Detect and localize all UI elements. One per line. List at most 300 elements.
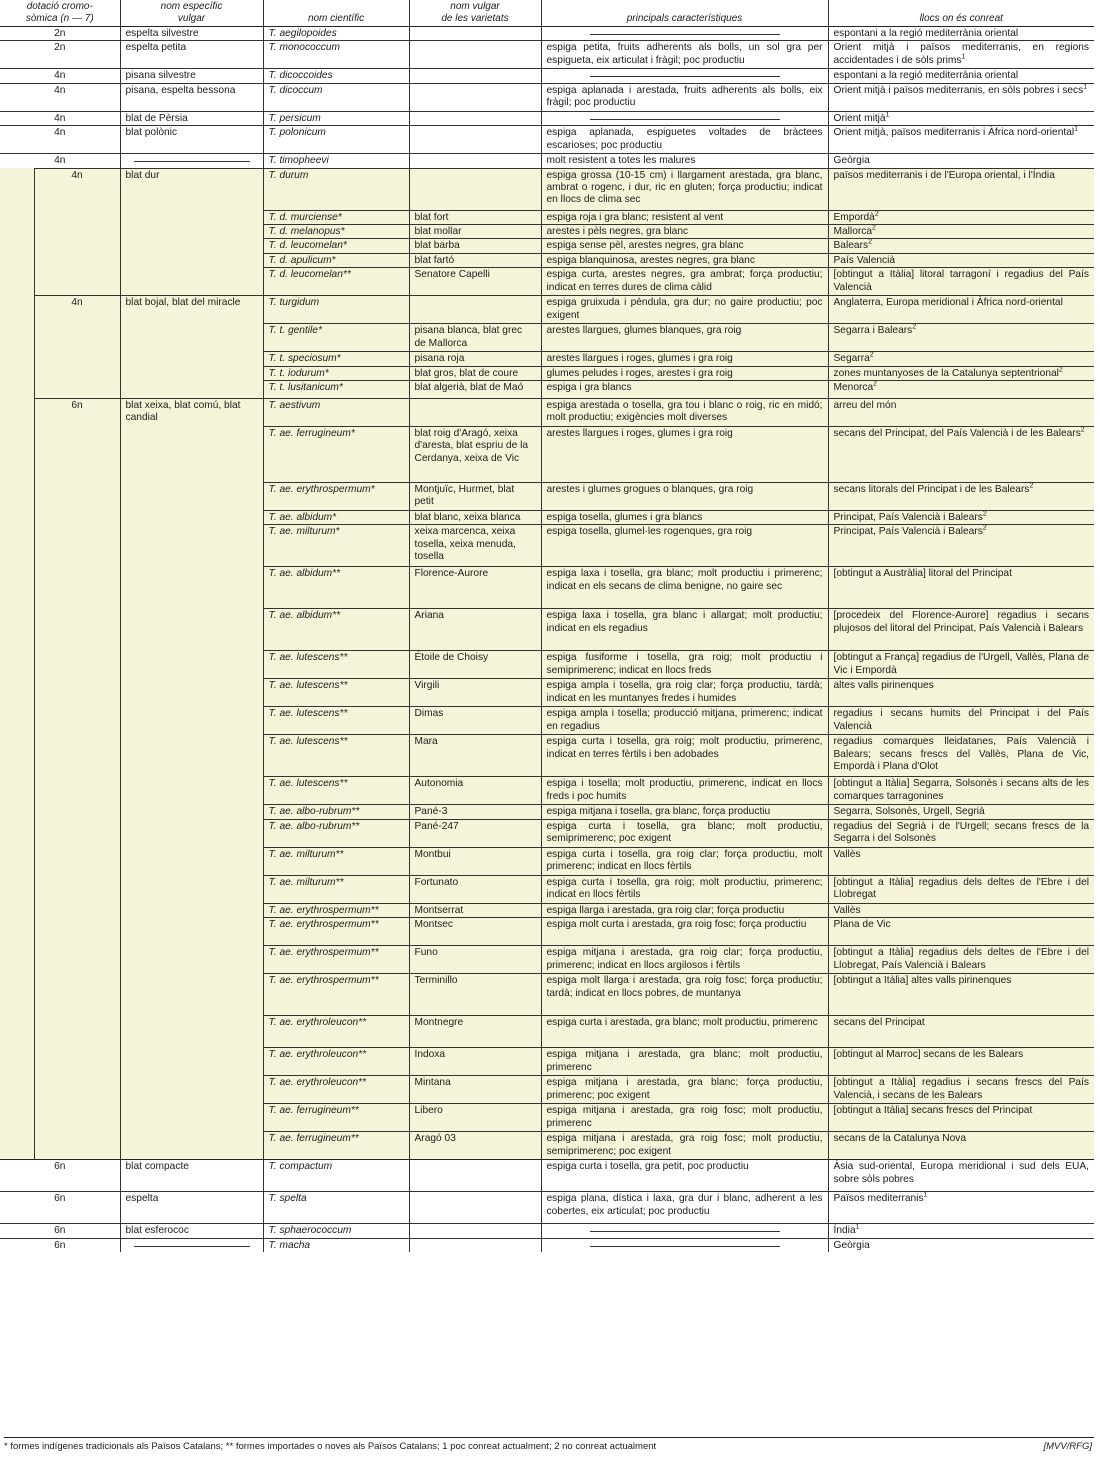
characteristics: espiga mitjana i arestada, gra roig clar; força productiu, primerenc; indicat en llocs argilosos i fèrtils [541,946,828,974]
characteristics: espiga molt curta i arestada, gra roig fosc; força productiu [541,918,828,946]
characteristics: espiga gruixuda i pèndula, gra dur; no gaire productiu; poc exigent [541,296,828,324]
common-name [120,253,263,267]
table-row [0,427,1094,483]
common-name [120,805,263,819]
common-name [120,1048,263,1076]
cultivation-places: Anglaterra, Europa meridional i Àfrica nord-oriental [828,296,1094,324]
characteristics: espiga curta i tosella, gra roig; molt productiu, primerenc, indicat en terres fèrtils i ben adobades [541,735,828,777]
variety-name: Senatore Capelli [409,268,541,296]
characteristics: espiga curta i tosella, gra blanc; molt productiu, semiprimerenc; poc exigent [541,819,828,847]
characteristics: espiga tosella, glumes i gra blancs [541,511,828,525]
common-name [120,483,263,511]
chromosome-count: 2n [0,41,120,69]
cultivation-places: Principat, País Valencià i Balears$^2$ [828,511,1094,525]
variety-name: Florence-Aurore [409,567,541,609]
chromosome-count [34,707,120,735]
chromosome-count [34,366,120,380]
scientific-name: T. ae. ferrugineum** [263,1104,409,1132]
table-row [0,83,1094,111]
variety-name: blat roig d'Aragó, xeixa d'aresta, blat espriu de la Cerdanya, xeixa de Vic [409,427,541,483]
chromosome-count [34,679,120,707]
table-row [0,210,1094,224]
scientific-name: T. ae. erythroleucon** [263,1048,409,1076]
variety-name: Libero [409,1104,541,1132]
header-nom-especific: nom específic vulgar [120,0,263,27]
chromosome-count [34,819,120,847]
characteristics: espiga mitjana i arestada, gra blanc; força productiu, primerenc; poc exigent [541,1076,828,1104]
scientific-name: T. d. leucomelan** [263,268,409,296]
variety-name: Montbui [409,847,541,875]
common-name [120,366,263,380]
table-body [0,27,1094,1253]
scientific-name: T. spelta [263,1192,409,1224]
scientific-name: T. d. murciense* [263,210,409,224]
characteristics: espiga llarga i arestada, gra roig clar; força productiu [541,903,828,917]
table-row [0,567,1094,609]
characteristics [541,111,828,125]
variety-name: Aragó 03 [409,1132,541,1160]
scientific-name: T. ae. albo-rubrum** [263,805,409,819]
chromosome-count [34,567,120,609]
cultivation-places: Índia$^1$ [828,1224,1094,1238]
variety-name: Étoile de Choisy [409,651,541,679]
footnote-marker: 2 [982,510,987,518]
cultivation-places: secans litorals del Principat i de les Balears$^2$ [828,483,1094,511]
common-name [120,819,263,847]
chromosome-count [34,324,120,352]
dash-line [590,76,780,77]
footnote-marker: 2 [1029,482,1034,490]
variety-name: blat blanc, xeixa blanca [409,511,541,525]
characteristics: glumes peludes i roges, arestes i gra roig [541,366,828,380]
common-name [120,679,263,707]
table-header-row [0,0,1094,27]
credit: [MVV/RFG] [1043,1441,1092,1452]
variety-name: Autonomia [409,777,541,805]
header-dotacio: dotació cromo- sòmica (n — 7) [0,0,120,27]
characteristics: molt resistent a totes les malures [541,154,828,168]
scientific-name: T. ae. albo-rubrum** [263,819,409,847]
table-row [0,974,1094,1016]
variety-name [409,1238,541,1252]
scientific-name: T. ae. erythrospermum** [263,903,409,917]
characteristics: espiga petita, fruits adherents als bolls, un sol gra per espigueta, eix articulat i fràgil; poc productiu [541,41,828,69]
table-row [0,1016,1094,1048]
common-name [120,777,263,805]
scientific-name: T. dicoccum [263,83,409,111]
common-name [120,1016,263,1048]
table-row [0,154,1094,168]
chromosome-count: 4n [0,126,120,154]
variety-name: Terminillo [409,974,541,1016]
table-row [0,735,1094,777]
scientific-name: T. t. speciosum* [263,352,409,366]
cultivation-places: Plana de Vic [828,918,1094,946]
common-name [120,651,263,679]
scientific-name: T. ae. erythrospermum** [263,918,409,946]
variety-name: Montjuïc, Hurmet, blat petit [409,483,541,511]
table-row [0,483,1094,511]
chromosome-count [34,974,120,1016]
cultivation-places: [obtingut a Itàlia] secans frescs del Principat [828,1104,1094,1132]
common-name: blat esferococ [120,1224,263,1238]
footnote-marker: 2 [872,224,876,232]
characteristics: espiga mitjana i tosella, gra blanc, força productiu [541,805,828,819]
footnote-marker: 2 [912,323,917,331]
characteristics: espiga mitjana i arestada, gra blanc; molt productiu, primerenc [541,1048,828,1076]
common-name: blat de Pèrsia [120,111,263,125]
characteristics: espiga curta, arestes negres, gra ambrat; força productiu; indicat en terres dures de clima càlid [541,268,828,296]
variety-name [409,69,541,83]
variety-name: Montserrat [409,903,541,917]
scientific-name: T. ae. ferrugineum** [263,1132,409,1160]
cultivation-places: espontani a la regió mediterrània oriental [828,27,1094,41]
variety-name: Ariana [409,609,541,651]
variety-name [409,83,541,111]
characteristics [541,69,828,83]
cultivation-places: altes valls pirinenques [828,679,1094,707]
common-name: blat polònic [120,126,263,154]
footnote-marker: 2 [1058,366,1063,374]
common-name [120,903,263,917]
variety-name: Fortunato [409,875,541,903]
dash-line [134,161,250,162]
cultivation-places: secans del Principat, del País Valencià i de les Balears$^2$ [828,427,1094,483]
cultivation-places: regadius i secans humits del Principat i del País Valencià [828,707,1094,735]
header-nom-cientific: nom científic [263,0,409,27]
common-name [120,946,263,974]
scientific-name: T. ae. milturum** [263,875,409,903]
characteristics: espiga aplanada i arestada, fruits adherents als bolls, eix fràgil; poc productiu [541,83,828,111]
chromosome-count: 4n [34,296,120,324]
footnote-marker: 2 [874,210,879,218]
scientific-name: T. monococcum [263,41,409,69]
chromosome-count: 4n [34,168,120,210]
chromosome-count: 4n [0,69,120,83]
footnote-text: * formes indígenes tradicionals als Països Catalans; ** formes importades o noves als Països Catalans; 1 poc conreat actualment; 2 no conreat actualment [4,1441,657,1452]
header-nom-vulgar-varietats: nom vulgar de les varietats [409,0,541,27]
chromosome-count: 6n [0,1160,120,1192]
chromosome-count [34,805,120,819]
characteristics: espiga blanquinosa, arestes negres, gra blanc [541,253,828,267]
cultivation-places: secans de la Catalunya Nova [828,1132,1094,1160]
scientific-name: T. ae. erythroleucon** [263,1076,409,1104]
chromosome-count: 4n [0,111,120,125]
chromosome-count [34,777,120,805]
characteristics: espiga curta i tosella, gra roig; molt productiu, primerenc; indicat en llocs fèrtils [541,875,828,903]
common-name: espelta silvestre [120,27,263,41]
variety-name: pisana roja [409,352,541,366]
common-name: blat dur [120,168,263,210]
cultivation-places: Geòrgia [828,154,1094,168]
common-name [120,974,263,1016]
table-row [0,875,1094,903]
scientific-name: T. ae. lutescens** [263,651,409,679]
variety-name: blat barba [409,239,541,253]
variety-name [409,296,541,324]
variety-name [409,154,541,168]
characteristics: arestes llargues i roges, glumes i gra roig [541,427,828,483]
scientific-name: T. dicoccoides [263,69,409,83]
cultivation-places: [obtingut a Itàlia] regadius dels deltes de l'Ebre i del Llobregat, País Valencià i Balears [828,946,1094,974]
variety-name: Dimas [409,707,541,735]
footnote-marker: 2 [869,351,874,359]
scientific-name: T. aegilopoides [263,27,409,41]
table-row [0,399,1094,427]
scientific-name: T. ae. ferrugineum* [263,427,409,483]
table-row [0,352,1094,366]
chromosome-count [34,427,120,483]
scientific-name: T. d. melanopus* [263,225,409,239]
cultivation-places: Vallès [828,847,1094,875]
characteristics: arestes llargues, glumes blanques, gra roig [541,324,828,352]
characteristics: espiga sense pèl, arestes negres, gra blanc [541,239,828,253]
variety-name [409,1160,541,1192]
chromosome-count: 6n [0,1224,120,1238]
footnote-marker: 1 [961,53,966,61]
scientific-name: T. ae. erythrospermum** [263,974,409,1016]
common-name: espelta petita [120,41,263,69]
scientific-name: T. macha [263,1238,409,1252]
chromosome-count [34,918,120,946]
common-name: pisana, espelta bessona [120,83,263,111]
scientific-name: T. sphaerococcum [263,1224,409,1238]
common-name [120,352,263,366]
scientific-name: T. ae. lutescens** [263,735,409,777]
cultivation-places: Orient mitjà, països mediterranis i Àfrica nord-oriental$^1$ [828,126,1094,154]
table-row [0,946,1094,974]
footnote-marker: 1 [1083,83,1088,91]
characteristics: espiga curta i tosella, gra petit, poc productiu [541,1160,828,1192]
scientific-name: T. d. leucomelan* [263,239,409,253]
chromosome-count [34,1132,120,1160]
characteristics: espiga ampla i tosella, gra roig clar; força productiu, tardà; indicat en les muntanyes fredes i humides [541,679,828,707]
dash-line [590,1246,780,1247]
variety-name: Montsec [409,918,541,946]
table-row [0,1238,1094,1252]
cultivation-places: [obtingut a Itàlia] litoral tarragoní i regadius del País Valencià [828,268,1094,296]
common-name [120,381,263,399]
chromosome-count: 4n [0,83,120,111]
variety-name [409,168,541,210]
common-name [120,239,263,253]
variety-name [409,126,541,154]
table-row [0,126,1094,154]
common-name: blat xeixa, blat comú, blat candial [120,399,263,427]
table-row [0,296,1094,324]
scientific-name: T. ae. albidum** [263,567,409,609]
variety-name: xeixa marcenca, xeixa tosella, xeixa menuda, tosella [409,525,541,567]
cultivation-places: Àsia sud-oriental, Europa meridional i sud dels EUA, sobre sòls pobres [828,1160,1094,1192]
table-row [0,609,1094,651]
chromosome-count [34,847,120,875]
scientific-name: T. persicum [263,111,409,125]
chromosome-count [34,609,120,651]
chromosome-count: 6n [34,399,120,427]
sidebar-cell [0,168,34,1160]
table-row [0,819,1094,847]
table-row [0,679,1094,707]
characteristics: arestes i glumes grogues o blanques, gra roig [541,483,828,511]
cultivation-places: Segarra$^2$ [828,352,1094,366]
chromosome-count [34,875,120,903]
scientific-name: T. ae. albidum** [263,609,409,651]
variety-name [409,27,541,41]
scientific-name: T. ae. erythrospermum* [263,483,409,511]
table-row [0,1224,1094,1238]
characteristics: espiga curta i tosella, gra roig clar; força productiu, molt primerenc; indicat en llocs fèrtils [541,847,828,875]
scientific-name: T. t. iodurum* [263,366,409,380]
cultivation-places: Balears$^2$ [828,239,1094,253]
scientific-name: T. ae. lutescens** [263,707,409,735]
table-row [0,27,1094,41]
cultivation-places: Orient mitjà i països mediterranis, en sòls pobres i secs$^1$ [828,83,1094,111]
characteristics: espiga i gra blancs [541,381,828,399]
characteristics: espiga arestada o tosella, gra tou i blanc o roig, ric en midó; molt productiu; exigències molt diverses [541,399,828,427]
characteristics: espiga curta i arestada, gra blanc; molt productiu, primerenc [541,1016,828,1048]
common-name [120,1104,263,1132]
chromosome-count [34,483,120,511]
chromosome-count [34,239,120,253]
characteristics: espiga mitjana i arestada, gra roig fosc; molt productiu, primerenc [541,1104,828,1132]
common-name: pisana silvestre [120,69,263,83]
chromosome-count [34,225,120,239]
chromosome-count [34,381,120,399]
cultivation-places: [procedeix del Florence-Aurore] regadius i secans plujosos del litoral del Principat, País Valencià i Balears [828,609,1094,651]
cultivation-places: Orient mitjà$^1$ [828,111,1094,125]
table-row [0,903,1094,917]
common-name: blat bojal, blat del miracle [120,296,263,324]
variety-name: blat algerià, blat de Maó [409,381,541,399]
table-row [0,268,1094,296]
table-row [0,239,1094,253]
cultivation-places: País Valencià [828,253,1094,267]
common-name [120,1076,263,1104]
cultivation-places: Orient mitjà i països mediterranis, en regions accidentades i de sòls prims$^1$ [828,41,1094,69]
variety-name [409,399,541,427]
dash-line [590,1231,780,1232]
cultivation-places: Empordà$^2$ [828,210,1094,224]
common-name [120,918,263,946]
scientific-name: T. durum [263,168,409,210]
table-row [0,525,1094,567]
characteristics: espiga ampla i tosella; producció mitjana, primerenc; indicat en regadius [541,707,828,735]
chromosome-count: 6n [0,1238,120,1252]
variety-name [409,111,541,125]
common-name: blat compacte [120,1160,263,1192]
cultivation-places: espontani a la regió mediterrània oriental [828,69,1094,83]
scientific-name: T. t. lusitanicum* [263,381,409,399]
common-name [120,1132,263,1160]
common-name [120,1238,263,1252]
scientific-name: T. aestivum [263,399,409,427]
scientific-name: T. ae. lutescens** [263,679,409,707]
chromosome-count [34,735,120,777]
characteristics: arestes llargues i roges, glumes i gra roig [541,352,828,366]
characteristics: espiga tosella, glumel·les rogenques, gra roig [541,525,828,567]
characteristics: espiga i tosella; molt productiu, primerenc, indicat en llocs freds i poc humits [541,777,828,805]
scientific-name: T. t. gentile* [263,324,409,352]
common-name [120,427,263,483]
table-row [0,847,1094,875]
scientific-name: T. ae. erythroleucon** [263,1016,409,1048]
chromosome-count [34,511,120,525]
variety-name: Mara [409,735,541,777]
scientific-name: T. compactum [263,1160,409,1192]
footnote-marker: 1 [885,111,890,119]
characteristics: espiga molt llarga i arestada, gra roig fosc; força productiu; tardà; indicat en llocs pobres, de muntanya [541,974,828,1016]
dash-line [590,119,780,120]
cultivation-places: Segarra, Solsonès, Urgell, Segrià [828,805,1094,819]
table-row [0,1192,1094,1224]
scientific-name: T. turgidum [263,296,409,324]
cultivation-places: Segarra i Balears$^2$ [828,324,1094,352]
variety-name: Indoxa [409,1048,541,1076]
table-row [0,1104,1094,1132]
cultivation-places: [obtingut a Austràlia] litoral del Principat [828,567,1094,609]
cultivation-places: zones muntanyoses de la Catalunya septentrional$^2$ [828,366,1094,380]
variety-name: Pané-247 [409,819,541,847]
common-name [120,268,263,296]
common-name [120,847,263,875]
variety-name: Virgili [409,679,541,707]
variety-name: blat gros, blat de coure [409,366,541,380]
table-row [0,511,1094,525]
cultivation-places: secans del Principat [828,1016,1094,1048]
common-name [120,735,263,777]
footnote-marker: 1 [1074,125,1079,133]
chromosome-count [34,1076,120,1104]
characteristics [541,27,828,41]
cultivation-places: [obtingut a França] regadius de l'Urgell, Vallès, Plana de Vic i Empordà [828,651,1094,679]
chromosome-count [34,1016,120,1048]
cultivation-places: [obtingut a Itàlia] Segarra, Solsonès i secans alts de les comarques tarragonines [828,777,1094,805]
scientific-name: T. ae. milturum* [263,525,409,567]
table-row [0,1160,1094,1192]
scientific-name: T. ae. lutescens** [263,777,409,805]
scientific-name: T. timopheevi [263,154,409,168]
cultivation-places: Geòrgia [828,1238,1094,1252]
cultivation-places: [obtingut al Marroc] secans de les Balears [828,1048,1094,1076]
characteristics: espiga fusiforme i tosella, gra roig; molt productiu i semiprimerenc; indicat en llocs freds [541,651,828,679]
table-row [0,918,1094,946]
table-row [0,69,1094,83]
characteristics: espiga mitjana i arestada, gra roig fosc; molt productiu, semiprimerenc; poc exigent [541,1132,828,1160]
characteristics: espiga aplanada, espiguetes voltades de bràctees escarioses; poc productiu [541,126,828,154]
footnotes [4,1437,1094,1453]
cultivation-places: [obtingut a Itàlia] regadius i secans frescs del País Valencià, i secans de les Balears [828,1076,1094,1104]
variety-name: Pané-3 [409,805,541,819]
table-row [0,111,1094,125]
table-row [0,366,1094,380]
chromosome-count: 6n [0,1192,120,1224]
chromosome-count: 4n [0,154,120,168]
table-row [0,381,1094,399]
variety-name [409,1224,541,1238]
cultivation-places: [obtingut a Itàlia] altes valls pirinenques [828,974,1094,1016]
chromosome-count [34,651,120,679]
footnote-marker: 2 [868,239,872,247]
cultivation-places: arreu del món [828,399,1094,427]
common-name [120,154,263,168]
chromosome-count [34,903,120,917]
scientific-name: T. ae. erythrospermum** [263,946,409,974]
chromosome-count [34,210,120,224]
cultivation-places: Països mediterranis$^1$ [828,1192,1094,1224]
characteristics: arestes i pèls negres, gra blanc [541,225,828,239]
table-row [0,777,1094,805]
variety-name: blat fort [409,210,541,224]
